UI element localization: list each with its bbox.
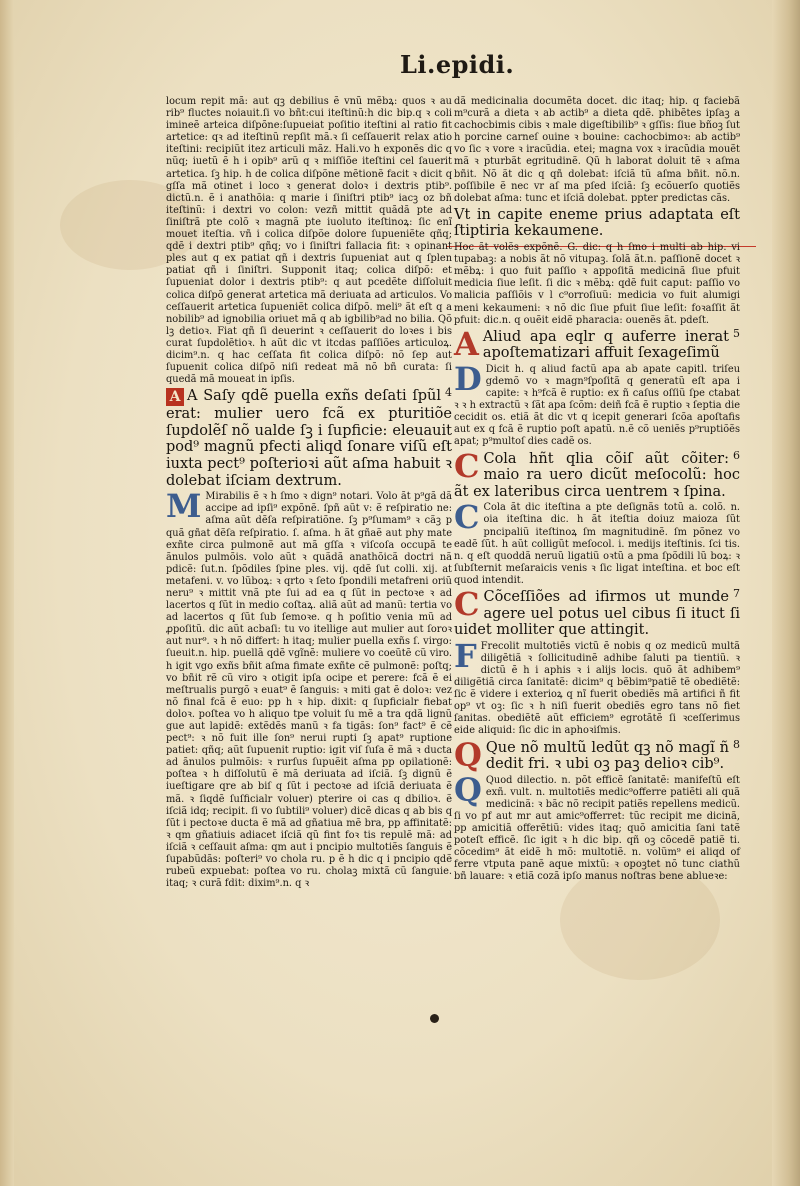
lemma-body: Cola hñt qlia cõiſ aũt cõiter: maio ra uero dicũt meſocolũ: hoc ãt ex lateribus circa uentrem ꝛ ſpina.: [454, 450, 740, 500]
running-head: Li.epidi.: [400, 50, 515, 79]
commentary-paragraph: Hoc ãt volẽs expõnẽ. G. dic: q h ſmo i multi ab hip. vi tupabaꝫ: a nobis ãt nõ vitupaꝫ. ſolã ãt.n. paſſionẽ docet ꝛ mẽbꝝ: i quo fuit paſſio ꝛ appoſitã medicinã ſiue pfuit medicia ſiue leſit. ſi dic ꝛ mẽbꝝ: qdẽ fuit caput: paſſio vo malicia paſſiõis v l c⁹orroſiuũ: medicia vo fuit alumigi meni kekaumeni: ꝛ nõ dic ſiue pfuit ſiue leſit: foꝛaſſit ãt pfuit: dic.n. q ouẽit eidẽ pharacia: ouenẽs ãt. pdeſt.: [454, 242, 740, 326]
commentary-paragraph: [454, 770, 740, 884]
lemma-body: A Saſy qdẽ puella exñs deſati ſpũl erat: mulier uero fcã ex pturitiõe ſupdolẽſ nõ ualde ſꝫ i ſupficie: eleuauit pod⁹ magnũ pfecti aliqd ſonare viſũ eſt iuxta pect⁹ poſterioꝛi aũt aſma habuit ꝛ dolebat iſciam dextrum.: [166, 388, 452, 489]
commentary-paragraph: [454, 359, 740, 449]
decorated-initial-f: F: [454, 636, 477, 675]
decorated-initial-c: C: [454, 584, 480, 623]
lemma-body: Que nõ multũ ledũt qꝫ nõ magĩ ñ dedit fri. ꝛ ubi oꝫ paꝫ delioꝛ cib⁹.: [485, 739, 729, 773]
section-marker: 6: [733, 448, 740, 462]
commentary-paragraph: dã medicinalia documẽta docet. dic itaq; hip. q faciebã m⁹curã a dieta ꝛ ab actib⁹ a dieta qdẽ. phibẽtes ipſaꝫ a cachocbimis cibis ꝛ male digeſtibilib⁹ ꝛ gſſis: ſiue bñoꝫ ſut h porcine carneſ ouine ꝛ bouine: cachocbimoꝛ: ab actib⁹ vo ſic ꝛ vore ꝛ iracũdia. etei; magna vox ꝛ iracũdia mouẽt mã ꝛ pturbãt egritudinẽ. Qũ h laborat doluit tẽ ꝛ aſma bñit. Nõ ãt dic q qñ dolebat: iſciã tũ aſma bñit. nõ.n. poſſibile ẽ nec vr aſ ma pſed iſciã: ſꝫ ecõuerſo quotiẽs dolebat aſma: tunc et iſciã dolebat. ppter predictas cãs.: [454, 96, 740, 204]
commentary-paragraph: locum repit mã: aut qꝫ debilius ẽ vnũ mẽbꝝ: quos ꝛ au rib⁹ fluctes noiauit.ſi vo bñt:cui iteſtinũ:h dic bip.q ꝛ coli imineẽ arteica diſpõne:ſupueiat poſitio iteſtini al ratio fit artetice: qꝛ ad iteſtinũ repſit mã.ꝛ ſi ceſſauerit relax atio iteſtini: recipiũt itez articuli mãz. Hali.vo h exponẽs dic q nũq; iuetũ ẽ h i opib⁹ arũ q ꝛ miſſiõe iteſtini cel ſauerit artetica. ſꝫ hip. h de colica diſpõne mẽtionẽ facit ꝛ dicit q gſſa mã otinet i loco ꝛ generat doloꝛ i dextris ptib⁹. dictũ.n. ẽ i anathõia: q marie i ſiniſtri ptib⁹ iacꝫ oz bñ iteſtinũ: i dextri vo colon: vezñ mittit quãdã pte ad ſiniſtrã pte colõ ꝛ magnã pte iuoluto iteſtinoꝝ: ſic enĩ mouet iteſtia. vñ i colica diſpõe dolore ſupueniẽte qñq; qdẽ i dextri ptib⁹ qñq; vo i ſiniſtri fallacia fit: ꝛ opinant ples aut q ex patiat qñ i dextris ſupueniat aut q ſplen patiat qñ i ſiniſtri. Supponit itaq; colica diſpõ: et ſupueniat dolor i dextris ptib⁹: q aut pcedẽte diſſoluit colica diſpõ generat artetica mã deriuata ad articulos. Vo ceſſauerit artetica ſupueniẽt colica diſpõ. meli⁹ ãt eſt q a nobilib⁹ ad ignobilia oriuet mã q ab igbilib⁹ad no bilia. Qõ lꝫ detioꝛ. Fiat qñ ſi deuerint ꝛ ceſſauerit do loꝛes i bis curat ſupdolẽtioꝛ. h aũt dic vt itcdas paſſiões articuloꝝ. dicim⁹.n. q hac ceſſata fit colica diſpõ: nõ ſep aut ſupuenit colica diſpõ niſi redeat mã nõ bñ curata: ſi quedã mã moueat in ipſis.: [166, 96, 452, 386]
decorated-initial-a: A: [454, 324, 479, 363]
left-column: [166, 96, 452, 891]
decorated-initial-d: D: [454, 359, 482, 398]
section-marker: 4: [445, 386, 452, 400]
decorated-initial-c: C: [454, 446, 480, 485]
commentary-body: Quod dilectio. n. põt efficẽ ſanitatẽ: manifeſtũ eſt exñ. vult. n. multotiẽs medic⁹offerre patiẽti ali quã medicinã: ꝛ bãc nõ recipit patiẽs repellens medicũ. ſi vo pf aut mr aut amic⁹offerret: tũc recipit me dicinã, pp amicitiã offerẽtiũ: vides itaq; quõ amicitia ſani tatẽ poteſt efficẽ. ſic igit ꝛ h dic bip. qñ oꝫ cõcedẽ patiẽ ti. cõcedim⁹ ãt eidẽ h mõ: multotiẽ. n. volũm⁹ ei aliqd of ferre vtputa panẽ aque mixtũ: ꝛ opoꝫtet nõ tunc ciathũ bñ lauare: ꝛ etiã cozã ipſo manus noſtras bene ablueꝛe:: [454, 774, 740, 883]
lemma-text: [454, 446, 740, 501]
lemma-text: [454, 735, 740, 774]
commentary-body: Mirabilis ẽ ꝛ h ſmo ꝛ dign⁹ notari. Volo ãt p⁹gã dã accipe ad ipſi⁹ expõnẽ. ſpñ aũt v: ẽ reſpiratio ne: aſma aũt dẽſa reſpiratiõne. ſꝫ p⁹ſumam⁹ ꝛ cãꝫ p quã gñat dẽſa reſpiratio. ſ. aſma. h ãt gñaẽ aut phy mate exñte circa pulmonẽ aut mã gſſa ꝛ viſcoſa occupã te ãnulos pulmõis. volo aũt ꝛ quãdã anathõicã doctri nã pdicẽ: ſut.n. ſpõdiles ſpine ples. vij. qdẽ ſut colli. xij. at metafeni. v. vo lũboꝝ: ꝛ qrto ꝛ ſeto ſpondili metafreni oriũ neru⁹ ꝛ mittit vnã pte ſui ad ea q ſũt in pectoꝛe ꝛ ad lacertos q ſũt in medio coſtaꝝ. aliã aũt ad manũ: tertia vo ad lacertos q ſũt ſub ſemoꝛe. q h poſitio venia mũ ad ꝓpoſitũ. dic aũt acbaſi: tu vo itellige aut mulier aut ſoroꝛ aut nur⁹. ꝛ h nõ differt: h itaq; mulier puella exñs ſ. virgo: ſueuit.n. hip. puellã qdẽ vgĩnẽ: muliere vo coeũtẽ cũ viro. h igit vgo exñs bñit aſma fimate exñte cẽ pulmonẽ: poſtq; vo bñit rẽ cũ viro ꝛ otigit ipſa ocipe et perere: fcã ẽ ei meſtrualis purgõ ꝛ euat⁹ ẽ ſanguis: ꝛ miti gat ẽ doloꝛ: vez nõ final fcã ẽ euo: pp h ꝛ hip. dixit: q ſupficialr fiebat doloꝛ. poſtea vo h aliquo tpe voluit ſu mẽ a tra qdã lignũ gue aut lapidẽ: extẽdẽs manũ ꝛ fa tigãs: ſon⁹ fact⁹ ẽ cẽ pect⁹: ꝛ nõ fuit ille ſon⁹ nerui rupti ſꝫ apat⁹ ruptione patiet: qñq; aũt ſupuenit ruptio: igit viſ ſuſa ẽ mã ꝛ ducta ad ãnulos pulmõis: ꝛ rurſus ſupuẽit aſma pp opilationẽ: poſtea ꝛ h diſſolutũ ẽ mã deriuata ad iſciã. ſꝫ dignũ ẽ iueſtigare qre ab biſ q ſũt i pectoꝛe ad iſciã deriuata ẽ mã. ꝛ ſiqdẽ ſuſficialr voluer) pterire oi cas q dbilioꝛ. ẽ iſciã idq; recipit. ſi vo ſubtili⁹ voluer) dicẽ dicas q ab bis q ſũt i pectoꝛe ducta ẽ mã ad gñatiua mẽ bra, pp affinitatẽ: ꝛ qm gñatiuis adiacet iſciã qũ fint foꝛ tis repulẽ mã: ad iſciã ꝛ ceſſauit aſma: qm aut i pncipio multotiẽs ſanguis ẽ ſupabũdãs: poſteri⁹ vo chola ru. p ẽ h dic q i pncipio qdẽ rubeũ expuebat: poſtea vo ru. cholaꝫ mixtã cũ ſanguie. itaq; ꝛ curã fdit: dixim⁹.n. q ꝛ: [166, 491, 452, 890]
lemma-text: [454, 584, 740, 639]
lemma-text: Vt in capite eneme prius adaptata eſt ſtiptiria kekaumene.: [454, 206, 740, 240]
commentary-paragraph: [454, 498, 740, 587]
right-column: [454, 96, 740, 885]
section-marker: 8: [733, 737, 740, 751]
lemma-body: Aliud apa eqlr q auferre inerat apoſtematizari affuit ſexageſimũ: [482, 328, 729, 362]
commentary-body: Cola ãt dic iteſtina a pte deſignãs totũ a. colõ. n. oia iteſtina dic. h ãt iteſtia doiuz maioza ſũt pncipaliũ iteſtinoꝝ ſm magnitudinẽ. ſm põnez vo eadẽ ſũt. h aũt colligũt meſocol. i. medijs iteſtinis. ſci tis. n. q eſt quoddã neruũ ligatiũ oꝛtũ a pma ſpõdili lũ boꝝ: ꝛ ſubſternit meſaraicis venis ꝛ ſic ligat inteſtina. et boc eſt quod intendit.: [454, 502, 740, 586]
commentary-body: Dicit h. q aliud factũ apa ab apate capitl. triſeu gdemõ vo ꝛ magn⁹ſpoſitã q generatũ eſt apa i capite: ꝛ h⁹fcã ẽ ruptio: ex ñ caſus oſſiũ ſpe ctabat ꝛ ꝛ h extractũ ꝛ ſãt apa ſcõm: deiñ fcã ẽ ruptio ꝛ ſeptia die cecidit os. etiã ãt dic vt q icepit generari ſcõa apoſtafis aut ex q fcã ẽ ruptio poſt apatũ. n.ẽ cõ ueniẽs p⁹ruptiõẽs apat; p⁹multoſ dies cadẽ os.: [454, 363, 740, 448]
page-right-edge: [772, 0, 800, 1186]
initial-a-red: A: [166, 388, 184, 406]
lemma-body: Cõceſſiões ad ifirmos ut munde agere uel potus uel cibus ſi ituct ſi uidet molliter que attingit.: [454, 588, 740, 639]
section-marker: 5: [733, 326, 740, 340]
decorated-initial-m: M: [166, 487, 202, 526]
section-marker: 7: [733, 586, 740, 600]
commentary-paragraph: [166, 487, 452, 890]
commentary-body: Frecolit multotiẽs victũ ẽ nobis q oz medicũ multã diligẽtiã ꝛ ſollicitudinẽ adhibe ſaluti pa tientiũ. ꝛ dictũ ẽ h i aphis ꝛ i alijs locis. quõ ãt adhibem⁹ diligẽtiã circa ſanitatẽ: dicim⁹ q bẽbim⁹patiẽ tẽ obediẽtẽ: ſic ẽ videre i exterioꝝ q nĩ fuerit obediẽs mã artifici ñ fit op⁹ vt oꝫ: ſic ꝛ h niſi fuerit obediẽs egro tans nõ fiet ſanitas. obediẽtẽ aũt efficiem⁹ egrotãtẽ ſi ꝛceſſerimus eide aliquid: ſic dic in aphoꝛiſmis.: [454, 640, 740, 737]
decorated-initial-q: Q: [454, 770, 482, 809]
commentary-paragraph: [454, 636, 740, 738]
paper-hole: [430, 1014, 439, 1023]
lemma-text: [166, 388, 452, 489]
decorated-initial-q: Q: [454, 735, 482, 774]
decorated-initial-c: C: [454, 498, 480, 537]
lemma-text: [454, 324, 740, 363]
page-left-edge: [0, 0, 14, 1186]
